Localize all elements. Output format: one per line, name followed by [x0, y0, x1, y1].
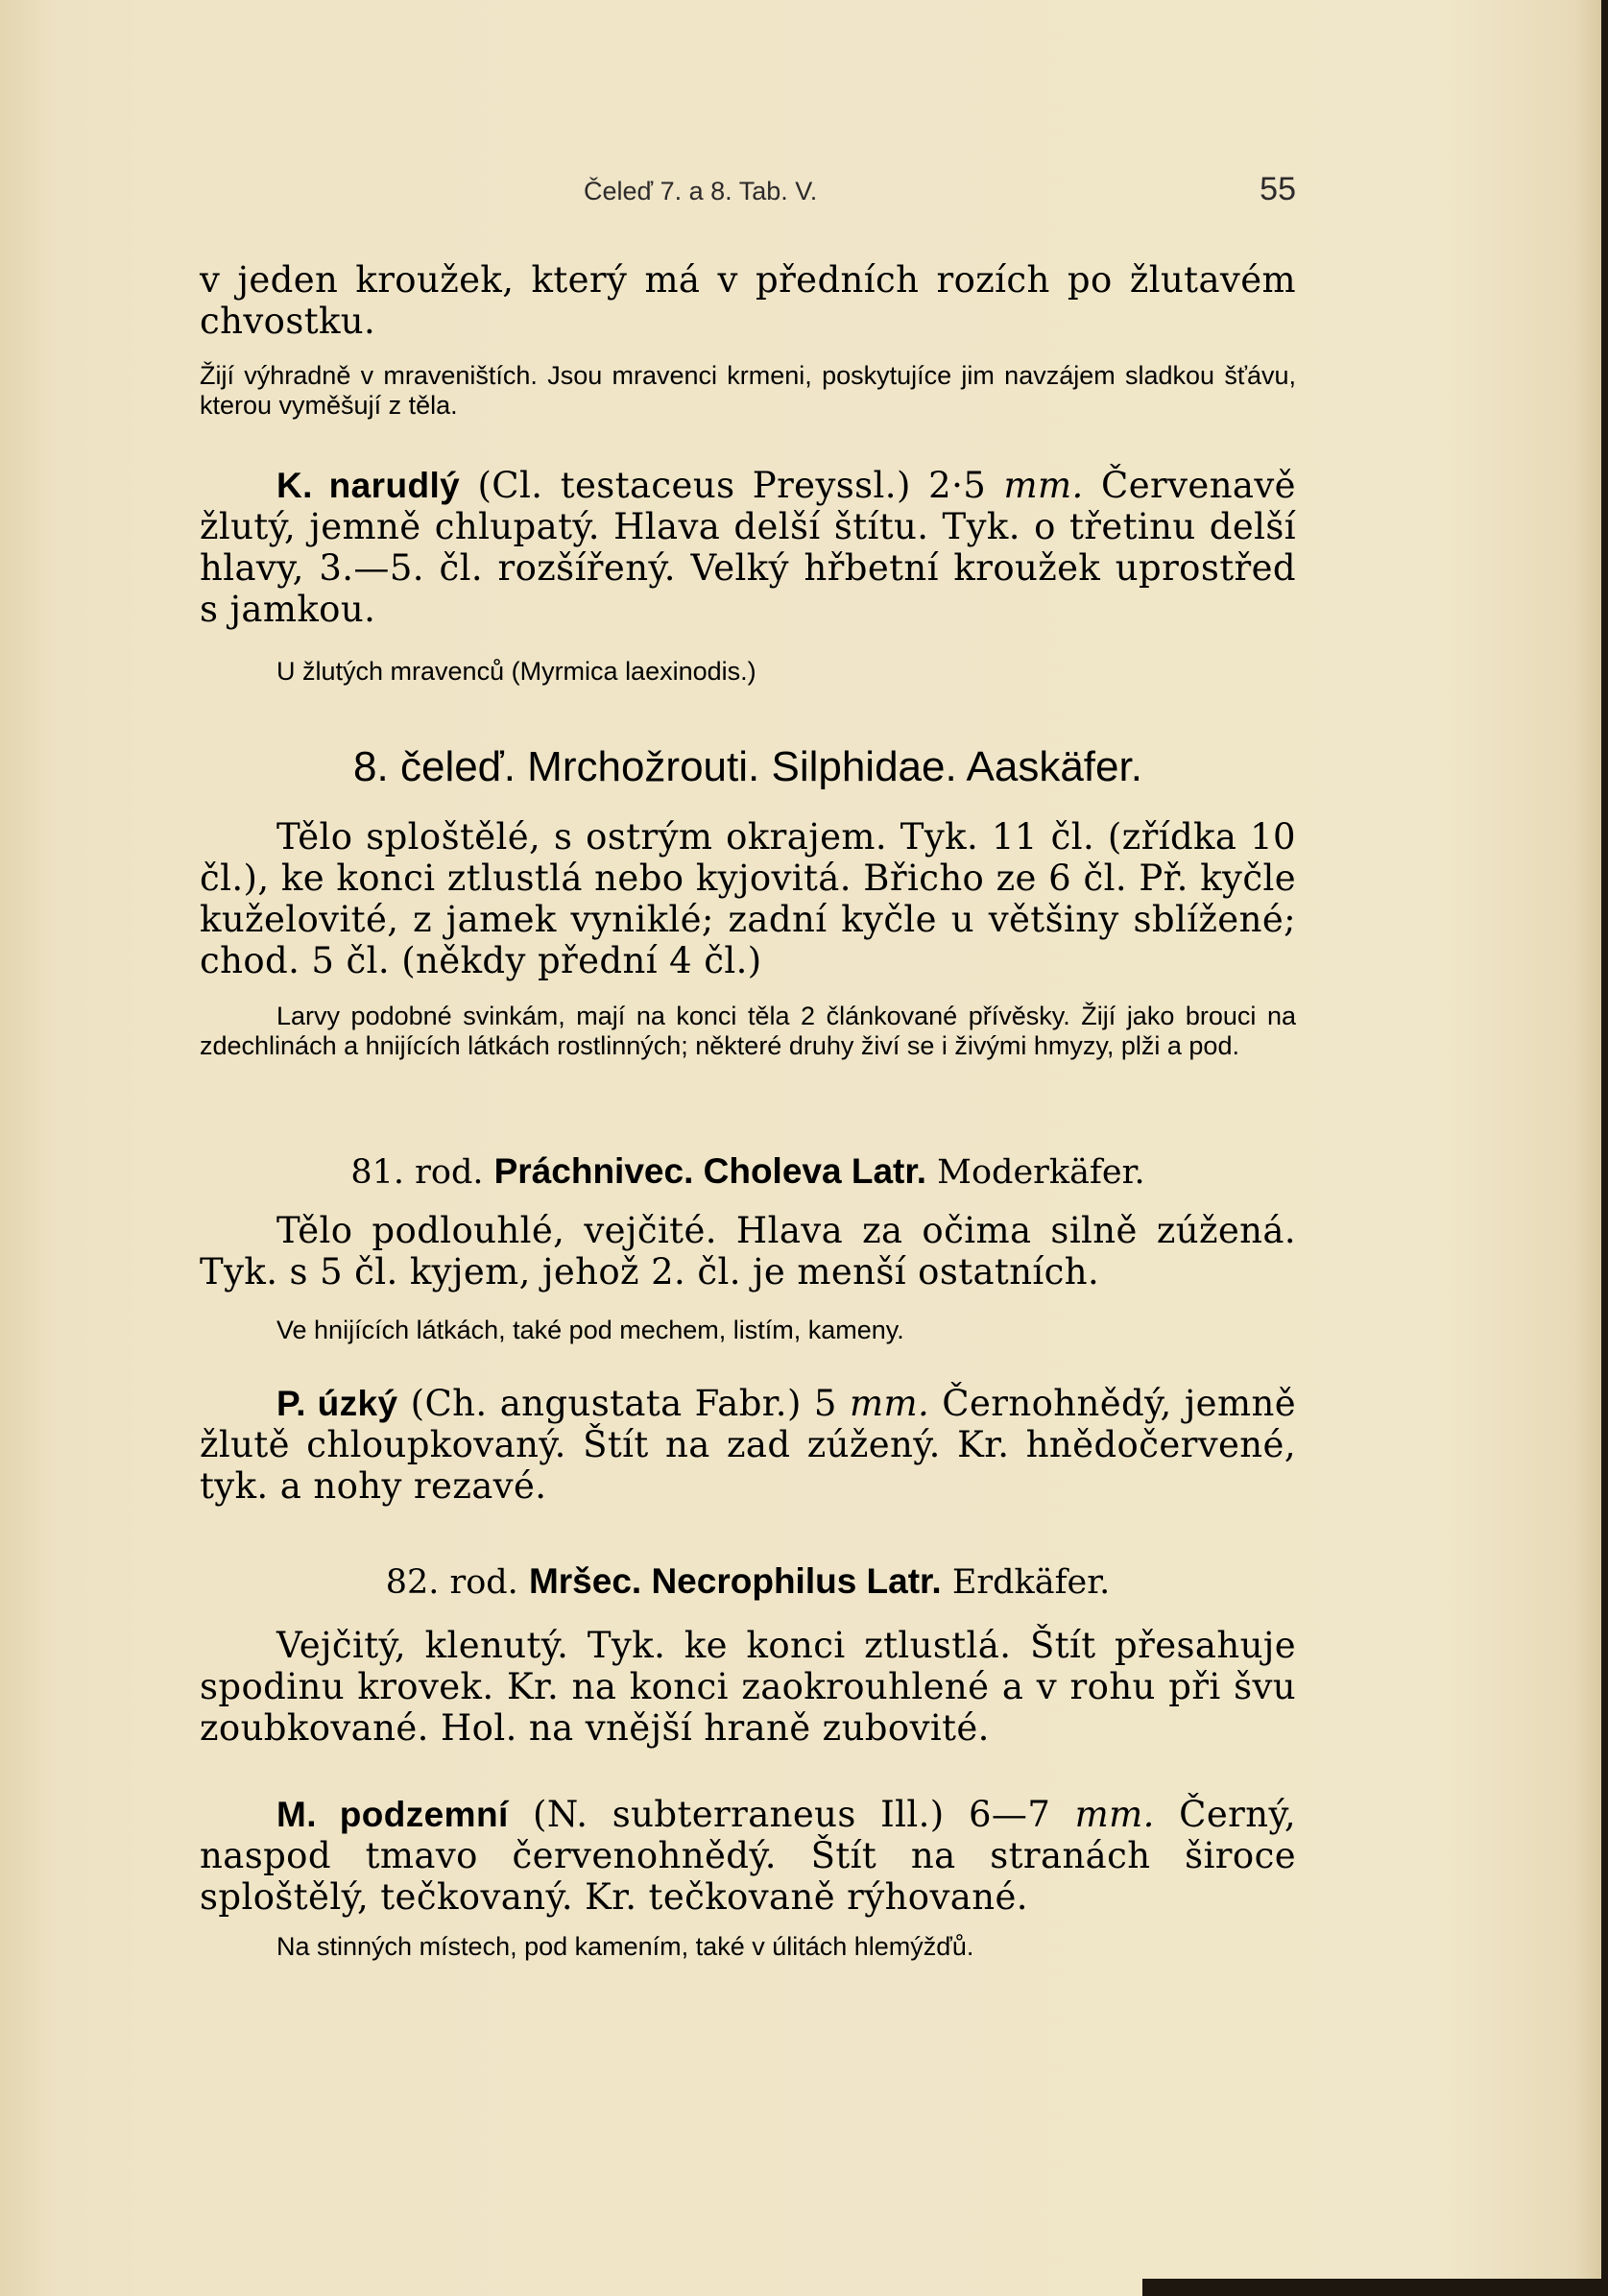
- species-entry-narudly: [200, 465, 1296, 630]
- unit: mm.: [1074, 1794, 1155, 1835]
- genus-81-description: Tělo podlouhlé, vejčité. Hlava za očima silně zúžená. Tyk. s 5 čl. kyjem, jehož 2. čl. je menší ostatních.: [200, 1210, 1296, 1293]
- species-description: Černý, naspod tmavo červenohnědý. Štít na stranách široce sploštělý, tečkovaný. Kr. tečkovaně rýhované.: [200, 1794, 1296, 1918]
- species-latin: (Ch. angustata Fabr.) 5: [410, 1383, 837, 1424]
- habitat-note-2: U žlutých mravenců (Myrmica laexinodis.): [276, 657, 756, 686]
- page-number: 55: [1260, 171, 1296, 207]
- scan-edge-right: [1601, 0, 1608, 2296]
- unit: mm.: [1003, 465, 1084, 506]
- species-name: M. podzemní: [276, 1795, 509, 1834]
- scan-edge-bottom: [1142, 2279, 1608, 2296]
- family-description: Tělo sploštělé, s ostrým okrajem. Tyk. 11 čl. (zřídka 10 čl.), ke konci ztlustlá nebo kyjovitá. Břicho ze 6 čl. Př. kyčle kuželovité, z jamek vyniklé; zadní kyčle u většiny sblížené; chod. 5 čl. (někdy přední 4 čl.): [200, 816, 1296, 981]
- genus-number: 82. rod.: [385, 1563, 518, 1602]
- running-title: Čeleď 7. a 8. Tab. V.: [584, 177, 818, 205]
- family-heading: 8. čeleď. Mrchožrouti. Silphidae. Aaskäfer.: [353, 743, 1142, 790]
- genus-german-name: Moderkäfer.: [937, 1153, 1145, 1192]
- genus-name: Mršec. Necrophilus Latr.: [528, 1561, 942, 1601]
- genus-german-name: Erdkäfer.: [951, 1563, 1111, 1602]
- genus-heading-81: [200, 1150, 1296, 1194]
- species-name: P. úzký: [276, 1384, 398, 1423]
- continued-paragraph: v jeden kroužek, který má v předních rozích po žlutavém chvostku.: [200, 259, 1296, 342]
- species-latin: (Cl. testaceus Preyssl.) 2·5: [477, 465, 987, 506]
- genus-81-habitat: Ve hnijících látkách, také pod mechem, listím, kameny.: [276, 1316, 904, 1344]
- species-description: Černohnědý, jemně žlutě chloupkovaný. Štít na zad zúžený. Kr. hnědočervené, tyk. a nohy rezavé.: [200, 1383, 1296, 1507]
- page-header: [200, 171, 1296, 213]
- unit: mm.: [850, 1383, 930, 1424]
- habitat-note-3: Na stinných místech, pod kamením, také v úlitách hlemýžďů.: [276, 1932, 974, 1961]
- species-entry-podzemni: [200, 1794, 1296, 1918]
- genus-heading-82: [200, 1560, 1296, 1604]
- genus-number: 81. rod.: [350, 1153, 484, 1192]
- habitat-note-1: Žijí výhradně v mraveništích. Jsou mravenci krmeni, poskytujíce jim navzájem sladkou šťávu, kterou vyměšují z těla.: [200, 361, 1296, 420]
- family-note: Larvy podobné svinkám, mají na konci těla 2 článkované přívěsky. Žijí jako brouci na zdechlinách a hnijících látkách rostlinných; některé druhy živí se i živými hmyzy, plži a pod.: [200, 1002, 1296, 1060]
- species-name: K. narudlý: [276, 466, 461, 505]
- species-latin: (N. subterraneus Ill.) 6—7: [533, 1794, 1051, 1835]
- species-entry-uzky: [200, 1383, 1296, 1507]
- genus-82-description: Vejčitý, klenutý. Tyk. ke konci ztlustlá. Štít přesahuje spodinu krovek. Kr. na konci zaokrouhlené a v rohu při švu zoubkované. Hol. na vnější hraně zubovité.: [200, 1625, 1296, 1749]
- species-description: Červenavě žlutý, jemně chlupatý. Hlava delší štítu. Tyk. o třetinu delší hlavy, 3.—5. čl. rozšířený. Velký hřbetní kroužek uprostřed s jamkou.: [200, 465, 1296, 630]
- genus-name: Práchnivec. Choleva Latr.: [493, 1151, 926, 1191]
